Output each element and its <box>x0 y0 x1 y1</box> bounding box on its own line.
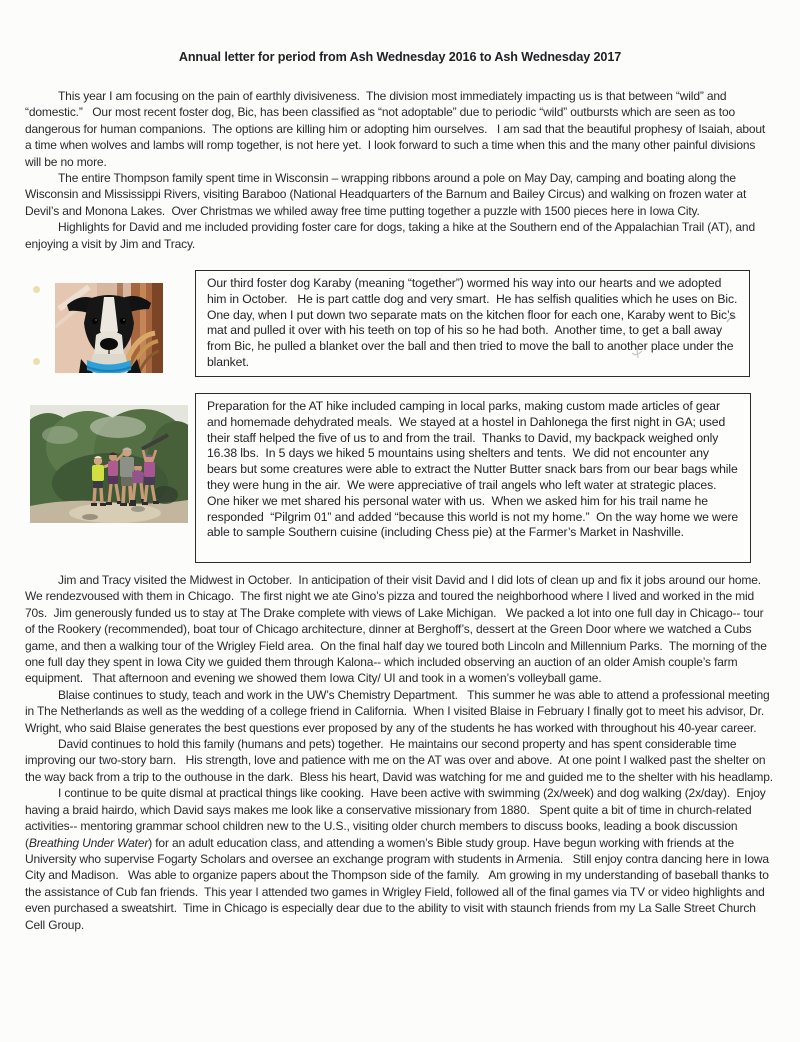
paragraph-personal-activities-end: ) for an adult education class, and attending a women’s Bible study group. Have begun working with friends at the University who supervise Fogarty Scholars and oversee an exchange program with students in Armenia. Still enjoy contra dancing here in Iowa City and Madison. Was able to organize papers about the Thompson side of the family. Am growing in my understanding of baseball thanks to the assistance of Cub fan friends. This year I attended two games in Wrigley Field, followed all of the final games via TV or video highlights and even purchased a sweatshirt. Time in Chicago is especially dear due to the ability to visit with staunch friends from my La Salle Street Church Cell Group. <box>25 835 773 932</box>
paragraph-divisiveness: This year I am focusing on the pain of earthly divisiveness. The division most immediately impacting us is that between “wild” and “domestic.” Our most recent foster dog, Bic, has been classified as “not adoptable” due to periodic “wild” outbursts which are seen as too dangerous for human companions. The options are killing him or adopting him ourselves. I am sad that the beautiful prophesy of Isaiah, about a time when wolves and lambs will romp together, is not here yet. I look forward to such a time when this and the many other painful divisions will be no more. <box>25 89 769 169</box>
letter-title: Annual letter for period from Ash Wednesday 2016 to Ash Wednesday 2017 <box>178 50 622 64</box>
intro-paragraphs <box>25 88 773 252</box>
paragraph-personal-activities-start: I continue to be quite dismal at practical things like cooking. Have been active with swimming (2x/week) and dog walking (2x/day). Enjoy having a braid hairdo, which David says makes me look like a conservative missionary from 1880. Spent quite a bit of time in church-related activities-- mentoring grammar school children new to the U.S., visiting older church members to discuss books, leading a book discussion ( <box>25 786 769 850</box>
paragraph-jim-tracy-visit: Jim and Tracy visited the Midwest in October. In anticipation of their visit David and I did lots of clean up and fix it jobs around our home. We rendezvoused with them in Chicago. The first night we ate Gino’s pizza and toured the neighborhood where I lived and worked in the mid 70s. Jim generously funded us to stay at The Drake complete with views of Lake Michigan. We packed a lot into one full day in Chicago-- tour of the Rookery (recommended), boat tour of Chicago architecture, dinner at Berghoff’s, dessert at the Green Door where we watched a Cubs game, and then a walking tour of the Wrigley Field area. On the final half day we toured both Lincoln and Millennium Parks. The morning of the one full day they spent in Iowa City we guided them through Kalona-- which included observing an auction of an older Amish couple’s farm equipment. That afternoon and evening we showed them Iowa City/ UI and took in a women’s volleyball game. <box>25 573 770 686</box>
book-title-italic: Breathing Under Water <box>28 835 149 850</box>
scan-artifact-pencil-mark <box>724 312 738 331</box>
paragraph-personal-activities <box>25 785 773 933</box>
paragraph-highlights: Highlights for David and me included providing foster care for dogs, taking a hike at the Southern end of the Appalachian Trail (AT), and enjoying a visit by Jim and Tracy. <box>25 220 759 251</box>
paragraph-blaise: Blaise continues to study, teach and work in the UW’s Chemistry Department. This summer he was able to attend a professional meeting in The Netherlands as well as the wedding of a college friend in California. When I visited Blaise in February I finally got to meet his advisor, Dr. Wright, who said Blaise generates the best questions ever proposed by any of the students he has worked with throughout his 40-year career. <box>25 687 773 735</box>
scan-artifact-dot <box>33 286 40 293</box>
karaby-text-box: Our third foster dog Karaby (meaning “together”) wormed his way into our hearts and we adopted him in October. He is part cattle dog and very smart. He has selfish qualities which he uses on Bic. One day, when I put down two separate mats on the kitchen floor for each one, Karaby went to Bic’s mat and pulled it over with his teeth on top of his so he had both. Another time, to get a ball away from Bic, he pulled a blanket over the ball and then tried to move the ball to another place under the blanket. <box>195 270 750 377</box>
paragraph-wisconsin: The entire Thompson family spent time in Wisconsin – wrapping ribbons around a pole on May Day, camping and boating along the Wisconsin and Mississippi Rivers, visiting Baraboo (National Headquarters of the Barnum and Bailey Circus) and walking on frozen water at Devil’s and Monona Lakes. Over Christmas we whiled away free time putting together a puzzle with 1500 pieces here in Iowa City. <box>25 171 750 218</box>
paragraph-david: David continues to hold this family (humans and pets) together. He maintains our second property and has spent considerable time improving our two-story barn. His strength, love and patience with me on the AT was over and above. At one point I walked past the shelter on the way back from a trip to the outhouse in the dark. Bless his heart, David was watching for me and guided me to the shelter with his headlamp. <box>25 737 773 784</box>
hikers-photo <box>30 405 188 523</box>
scan-artifact-dot <box>33 358 40 365</box>
at-hike-text-box: Preparation for the AT hike included camping in local parks, making custom made articles of gear and homemade dehydrated meals. We stayed at a hostel in Dahlonega the first night in GA; used their staff helped the five of us to and from the trail. Thanks to David, my backpack weighed only 16.38 lbs. In 5 days we hiked 5 mountains using shelters and tents. We did not encounter any bears but some creatures were able to extract the Nutter Butter snack bars from our bear bags while they were hung in the air. We were appreciative of trail angels who left water at strategic places. One hiker we met shared his personal water with us. When we asked him for his trail name he responded “Pilgrim 01” and added “because this world is not my home.” On the way home we were able to sample Southern cuisine (including Chess pie) at the Farmer’s Market in Nashville. <box>195 393 751 563</box>
dog-photo-illustration <box>55 283 163 373</box>
scan-artifact-pencil-mark <box>630 346 646 365</box>
dog-photo <box>55 283 163 373</box>
closing-paragraphs <box>25 572 773 933</box>
hikers-photo-illustration <box>30 405 188 523</box>
